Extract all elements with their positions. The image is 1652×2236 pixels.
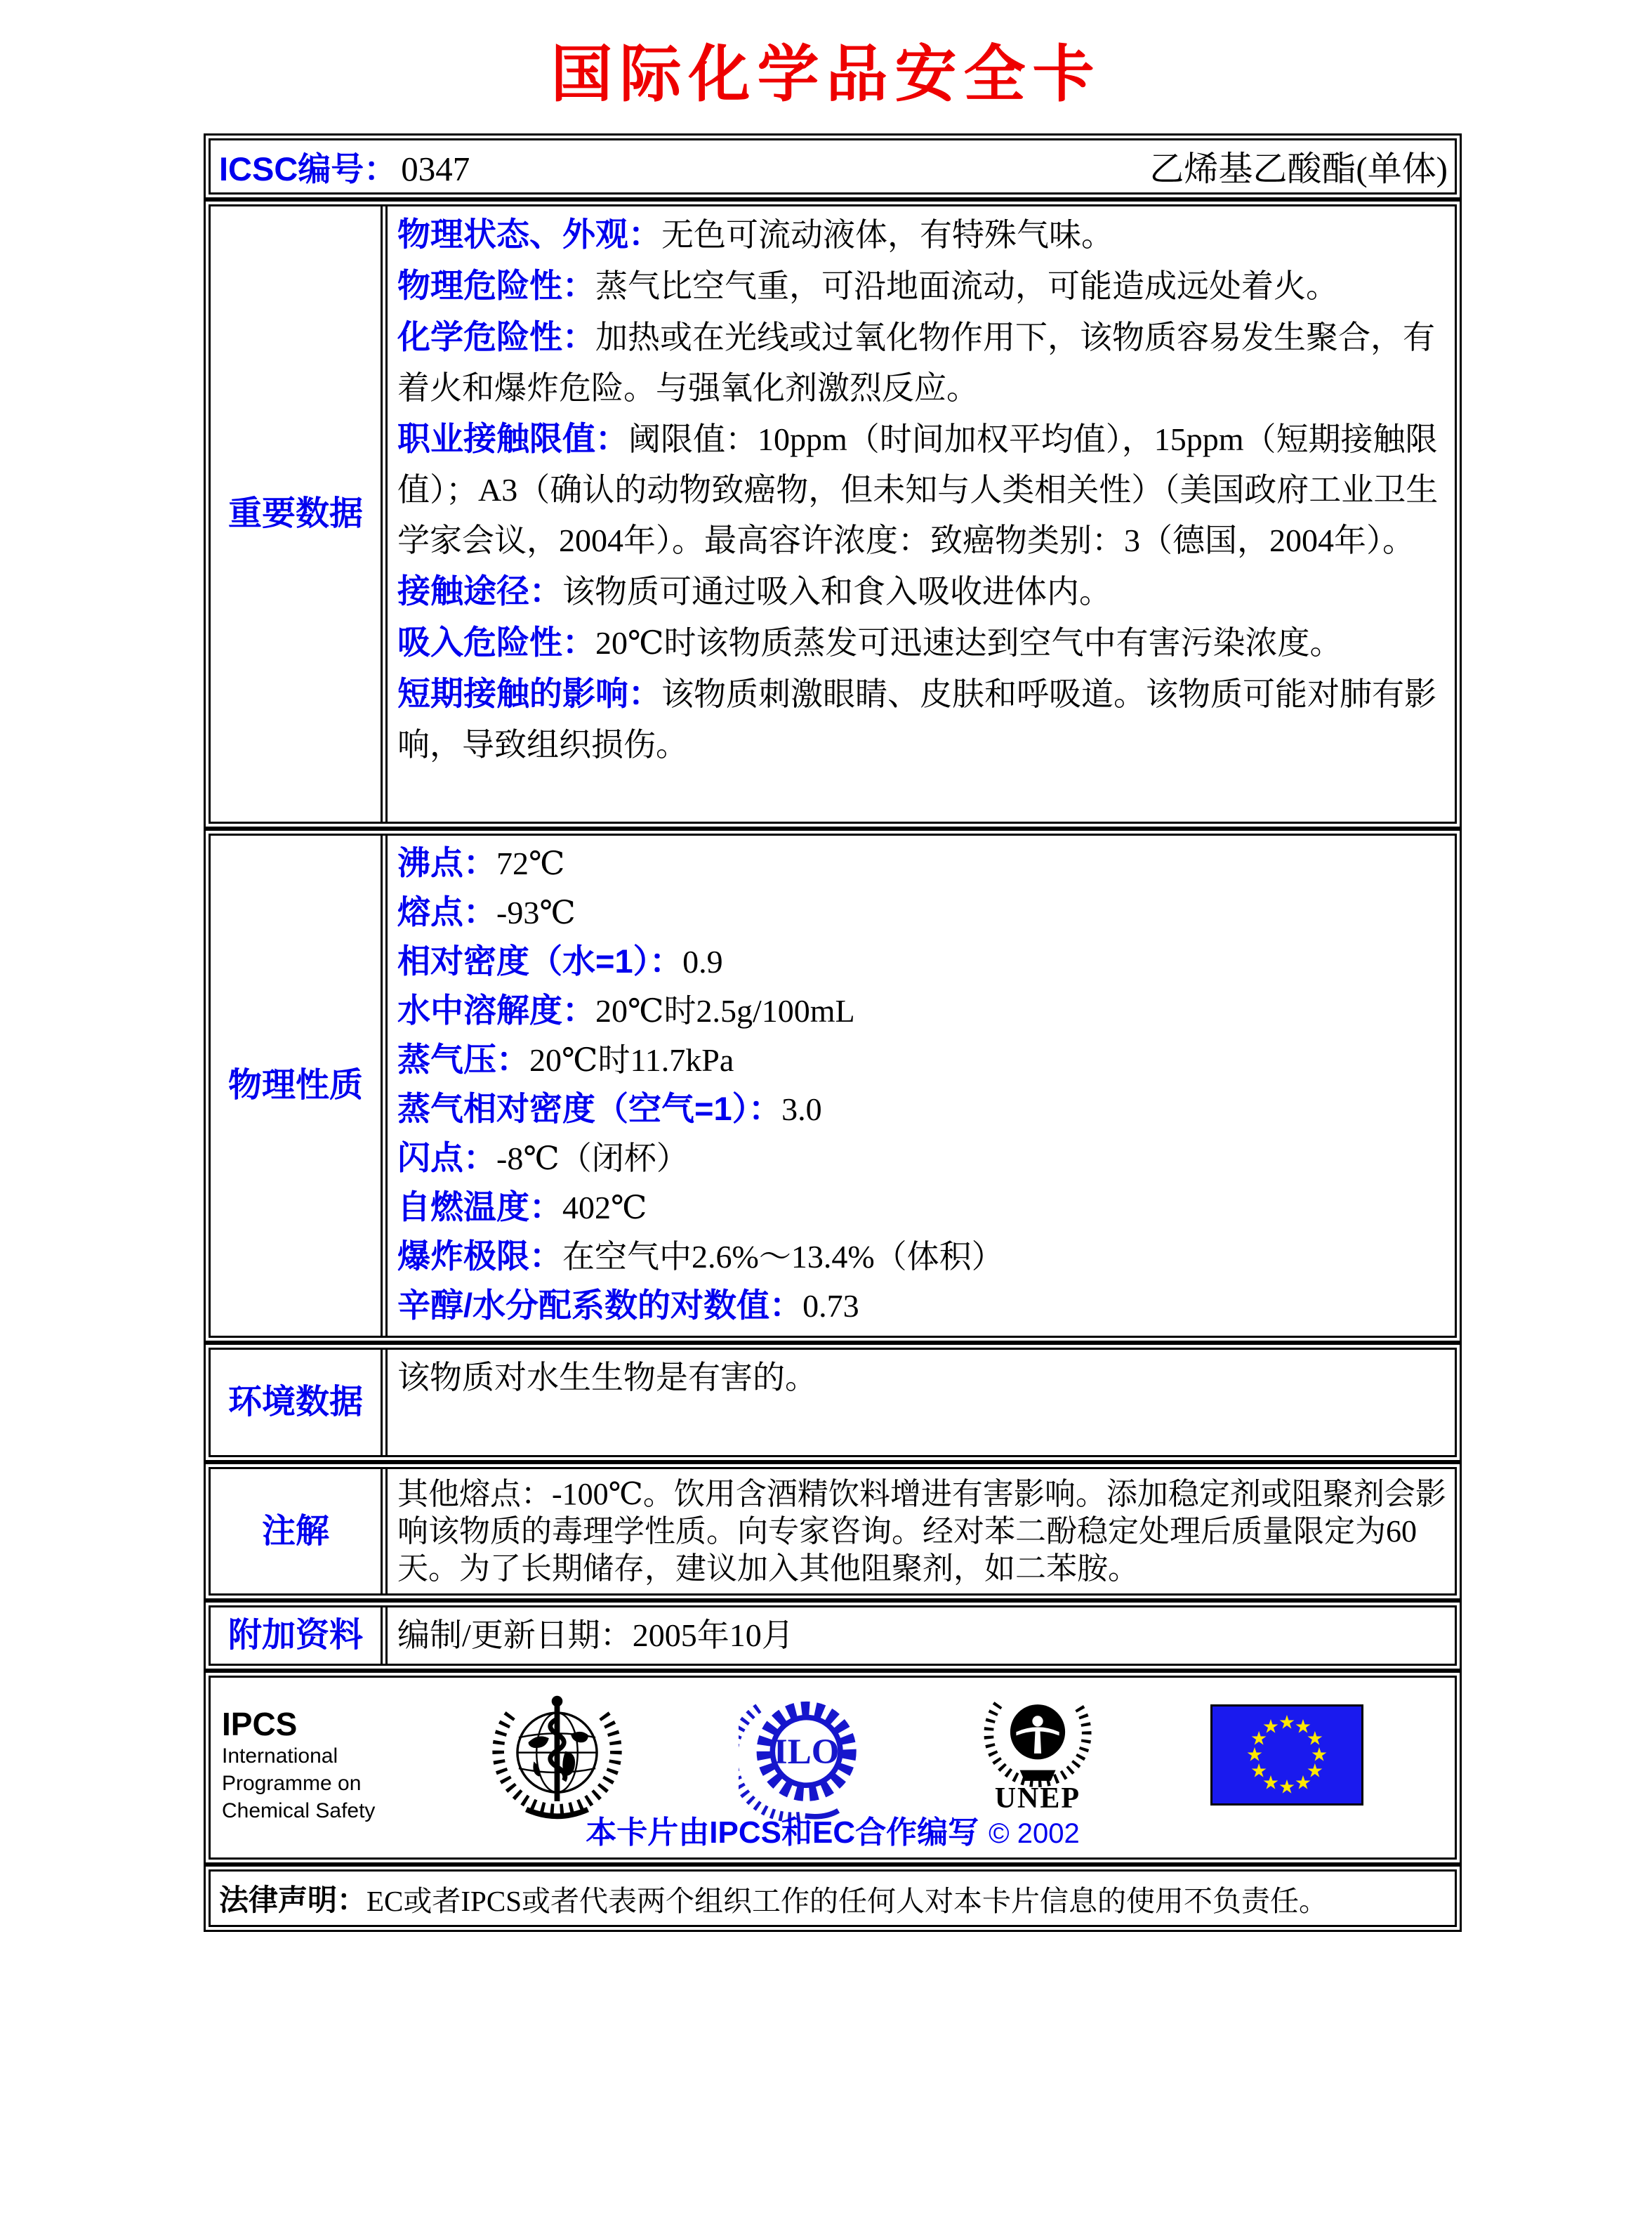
data-field <box>397 1281 1448 1330</box>
ilo-logo-icon <box>739 1686 865 1827</box>
notes-row <box>204 1462 1462 1600</box>
field-label: 自燃温度： <box>397 1188 562 1225</box>
ipcs-title: IPCS <box>222 1706 298 1742</box>
field-value: 在空气中2.6%～13.4%（体积） <box>562 1239 1004 1275</box>
icsc-number-group <box>219 143 470 190</box>
eu-star-icon: ★ <box>1310 1744 1328 1766</box>
field-value: 20℃时2.5g/100mL <box>595 993 855 1029</box>
data-field <box>397 1133 1448 1183</box>
card-header-row <box>204 133 1462 199</box>
data-field <box>397 209 1448 261</box>
physical-properties-content <box>388 836 1455 1336</box>
copyright-text: © 2002 <box>989 1818 1080 1849</box>
physical-properties-row <box>204 829 1462 1343</box>
field-value: 无色可流动液体，有特殊气味。 <box>661 217 1114 253</box>
environmental-data-text: 该物质对水生生物是有害的。 <box>397 1360 817 1395</box>
notes-content <box>388 1469 1455 1593</box>
field-value: 该物质刺激眼睛、皮肤和呼吸道。该物质可能对肺有影响，导致组织损伤。 <box>397 676 1436 763</box>
legal-notice-row <box>204 1865 1462 1932</box>
eu-star-icon: ★ <box>1250 1728 1268 1750</box>
section-label-notes: 注解 <box>211 1469 388 1593</box>
ipcs-subtitle-line: Chemical Safety <box>222 1799 376 1822</box>
icsc-number-value: 0347 <box>401 149 470 188</box>
data-field <box>397 838 1448 888</box>
data-field <box>397 888 1448 937</box>
field-label: 蒸气压： <box>397 1041 529 1078</box>
eu-flag-icon <box>1210 1704 1363 1806</box>
field-label: 蒸气相对密度（空气=1）： <box>397 1090 782 1127</box>
field-value: 蒸气比空气重，可沿地面流动，可能造成远处着火。 <box>595 268 1338 304</box>
unep-logo-text: UNEP <box>994 1782 1081 1815</box>
credit-line <box>211 1807 1455 1852</box>
field-label: 吸入危险性： <box>397 624 595 661</box>
field-value: 加热或在光线或过氧化物作用下，该物质容易发生聚合，有着火和爆炸危险。与强氧化剂激烈反应。 <box>397 320 1435 406</box>
field-label: 相对密度（水=1）： <box>397 942 683 980</box>
field-value: -8℃（闭杯） <box>496 1140 689 1176</box>
ipcs-subtitle-line: International <box>222 1744 338 1768</box>
eu-star-icon: ★ <box>1262 1716 1280 1738</box>
notes-text: 其他熔点：-100℃。饮用含酒精饮料增进有害影响。添加稳定剂或阻聚剂会影响该物质的毒理学性质。向专家咨询。经对苯二酚稳定处理后质量限定为60天。为了长期储存，建议加入其他阻聚剂，如二苯胺。 <box>397 1477 1446 1586</box>
field-label: 水中溶解度： <box>397 992 595 1029</box>
section-label-physical-properties: 物理性质 <box>211 836 388 1336</box>
section-label-additional-info: 附加资料 <box>211 1607 388 1664</box>
eu-star-icon: ★ <box>1294 1716 1312 1738</box>
field-label: 熔点： <box>397 893 496 930</box>
data-field <box>397 1232 1448 1281</box>
ipcs-subtitle-line: Programme on <box>222 1772 362 1795</box>
field-label: 化学危险性： <box>397 318 595 355</box>
unep-logo-block <box>978 1686 1097 1815</box>
who-logo-icon <box>489 1686 626 1827</box>
field-value: 20℃时该物质蒸发可迅速达到空气中有害污染浓度。 <box>595 625 1342 661</box>
eu-star-icon: ★ <box>1306 1760 1323 1782</box>
data-field <box>397 1084 1448 1133</box>
field-value: -93℃ <box>496 895 576 930</box>
ipcs-text-block <box>222 1686 375 1824</box>
field-value: 0.9 <box>682 944 723 980</box>
data-field <box>397 1183 1448 1232</box>
environmental-data-content <box>388 1350 1455 1455</box>
icsc-number-label: ICSC编号： <box>219 150 397 188</box>
field-value: 402℃ <box>562 1190 647 1225</box>
eu-star-icon: ★ <box>1250 1760 1268 1782</box>
field-label: 短期接触的影响： <box>397 675 661 712</box>
section-label-environmental-data: 环境数据 <box>211 1350 388 1455</box>
field-label: 沸点： <box>397 844 496 881</box>
organizations-logo-row <box>204 1671 1462 1865</box>
data-field <box>397 617 1448 669</box>
field-label: 爆炸极限： <box>397 1237 562 1275</box>
eu-star-icon: ★ <box>1262 1772 1280 1794</box>
data-field <box>397 937 1448 986</box>
field-value: 该物质可通过吸入和食入吸收进体内。 <box>562 574 1111 610</box>
data-field <box>397 261 1448 312</box>
field-label: 物理状态、外观： <box>397 216 661 253</box>
unep-logo-icon <box>978 1686 1097 1791</box>
field-label: 职业接触限值： <box>397 420 628 457</box>
eu-star-icon: ★ <box>1278 1711 1296 1734</box>
environmental-data-row <box>204 1343 1462 1462</box>
icsc-card <box>204 133 1462 1932</box>
chemical-name: 乙烯基乙酸酯(单体) <box>1149 150 1448 188</box>
field-value: 72℃ <box>496 846 565 881</box>
field-label: 闪点： <box>397 1139 496 1176</box>
field-value: 3.0 <box>781 1091 822 1127</box>
additional-info-text: 编制/更新日期：2005年10月 <box>397 1617 794 1653</box>
data-field <box>397 312 1448 414</box>
section-label-important-data: 重要数据 <box>211 206 388 822</box>
legal-notice-text: EC或者IPCS或者代表两个组织工作的任何人对本卡片信息的使用不负责任。 <box>366 1884 1328 1917</box>
field-label: 辛醇/水分配系数的对数值： <box>397 1287 803 1324</box>
data-field <box>397 986 1448 1035</box>
eu-star-icon: ★ <box>1294 1772 1312 1794</box>
credit-text: 本卡片由IPCS和EC合作编写 <box>586 1815 979 1850</box>
field-value: 阈限值：10ppm（时间加权平均值），15ppm（短期接触限值）；A3（确认的动物致癌物，但未知与人类相关性）（美国政府工业卫生学家会议，2004年）。最高容许浓度：致癌物类别：3（德国，2004年）。 <box>397 421 1439 558</box>
legal-notice-label: 法律声明： <box>219 1883 367 1916</box>
important-data-content <box>388 206 1455 822</box>
field-value: 0.73 <box>802 1288 859 1324</box>
field-value: 20℃时11.7kPa <box>529 1042 734 1078</box>
data-field <box>397 414 1448 566</box>
additional-info-content <box>388 1607 1455 1664</box>
important-data-row <box>204 199 1462 829</box>
page-title: 国际化学品安全卡 <box>550 37 1102 110</box>
data-field <box>397 566 1448 617</box>
eu-star-icon: ★ <box>1278 1776 1296 1798</box>
data-field <box>397 669 1448 770</box>
eu-star-icon: ★ <box>1306 1728 1323 1750</box>
additional-info-row <box>204 1600 1462 1671</box>
data-field <box>397 1035 1448 1084</box>
field-label: 接触途径： <box>397 572 562 610</box>
eu-star-icon: ★ <box>1245 1744 1264 1766</box>
field-label: 物理危险性： <box>397 267 595 304</box>
ilo-logo-text: ILO <box>773 1731 840 1772</box>
